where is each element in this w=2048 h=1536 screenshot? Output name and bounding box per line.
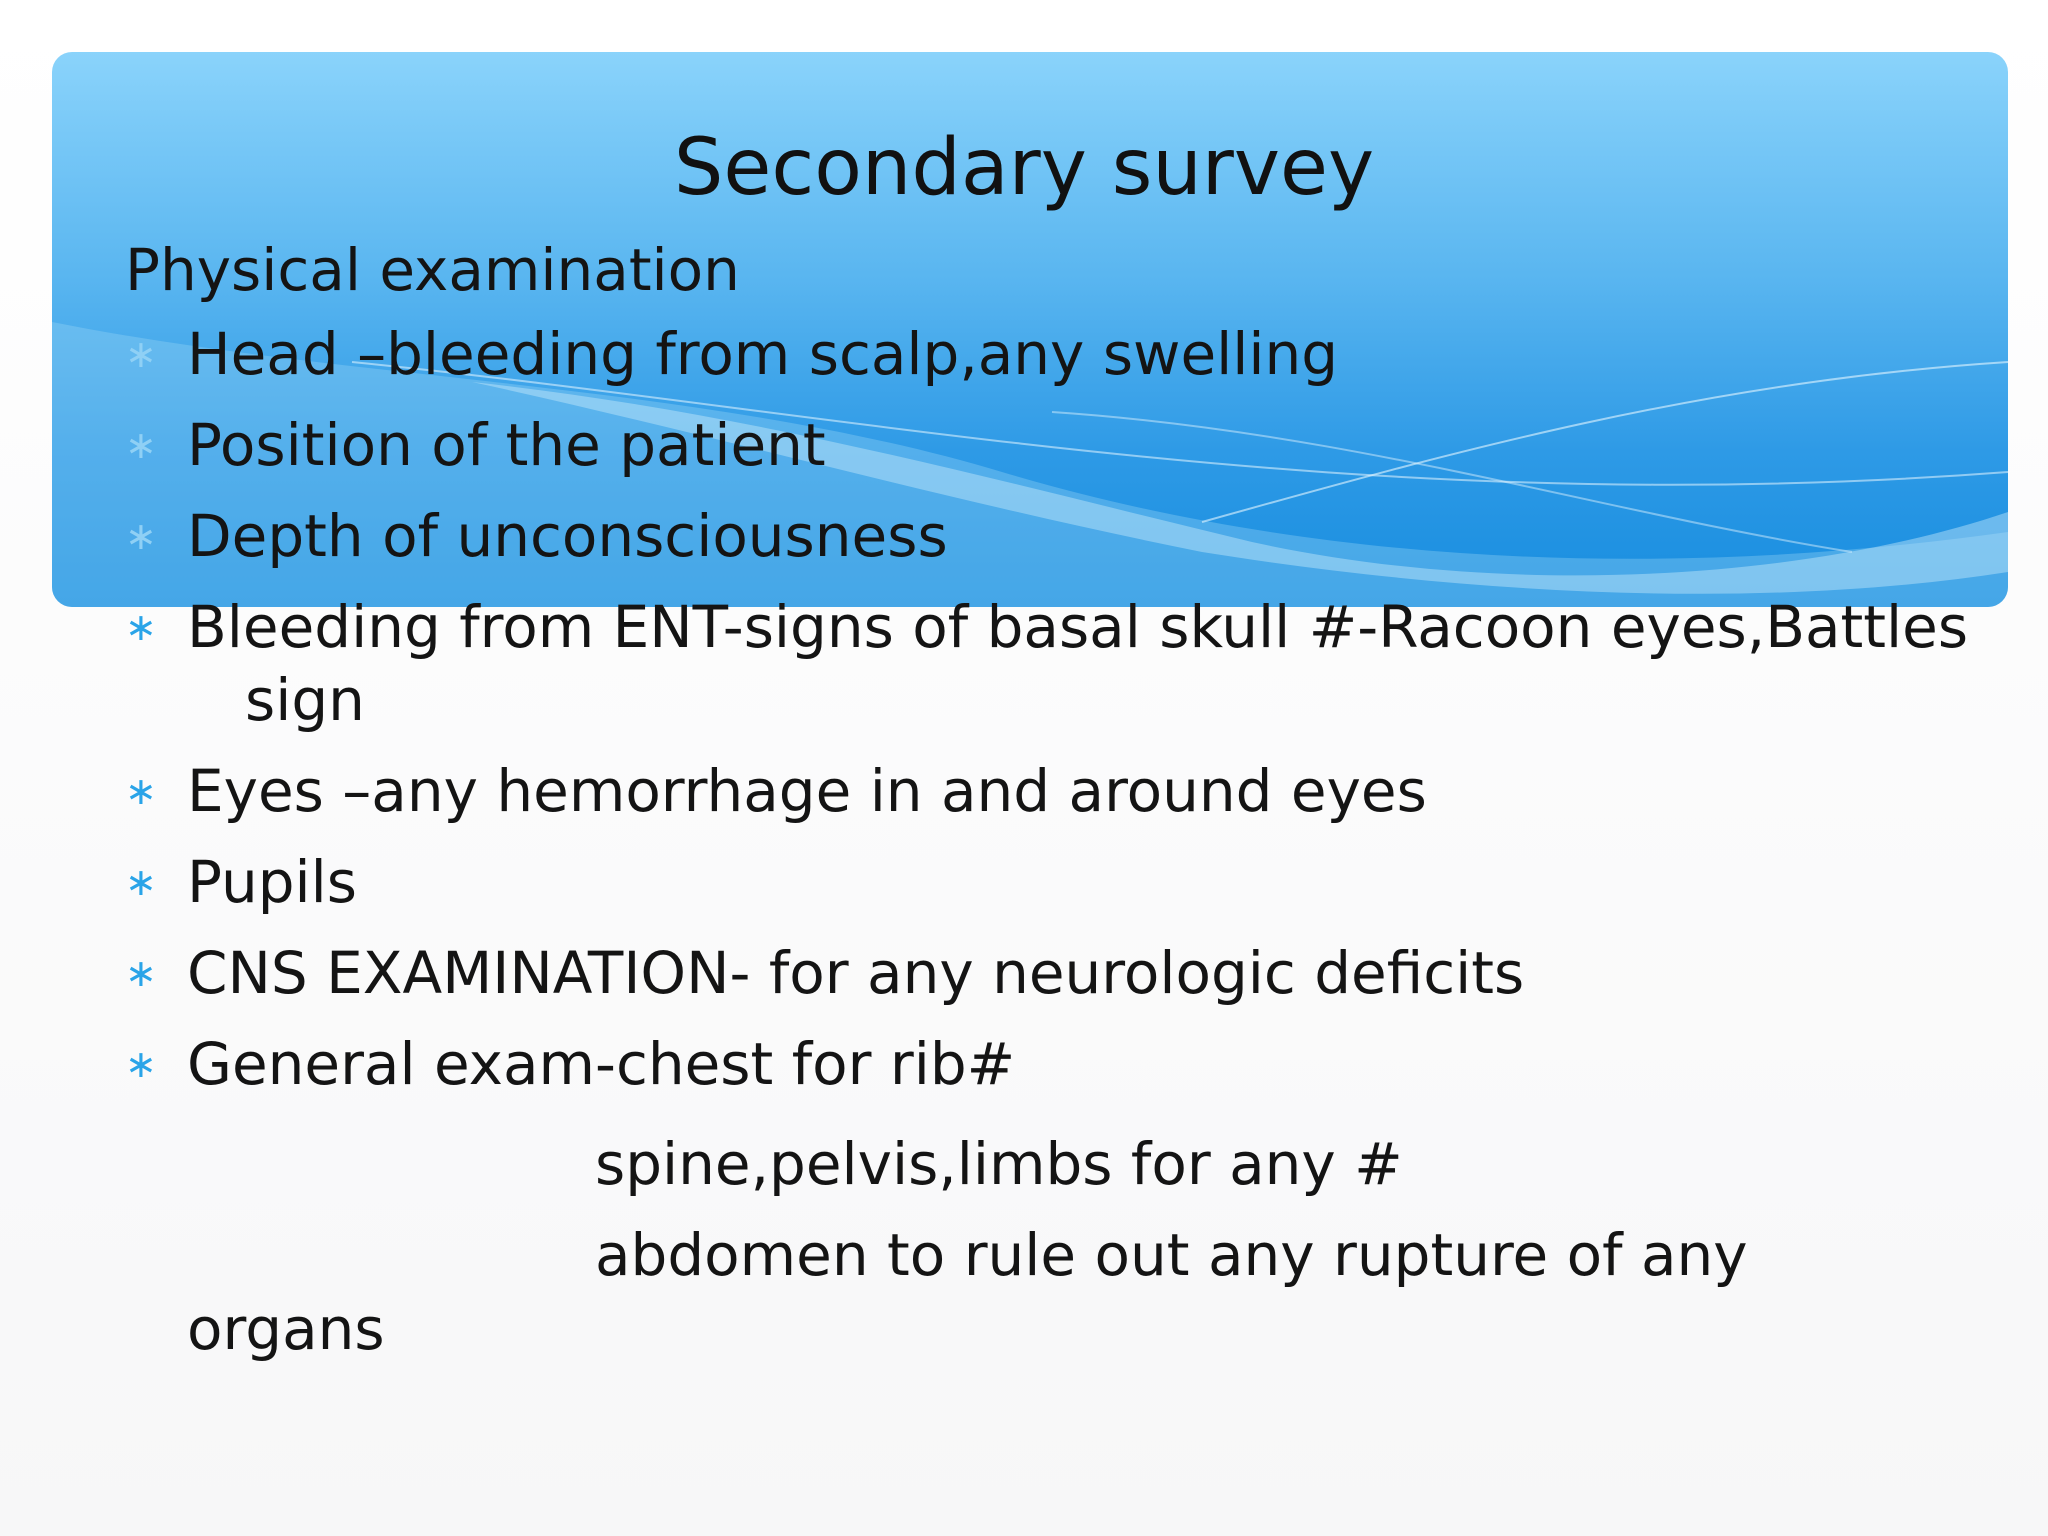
bullet-text: General exam-chest for rib# (187, 1030, 1016, 1098)
bullet-icon: ∗ (125, 1042, 157, 1086)
bullet-text: Eyes –any hemorrhage in and around eyes (187, 757, 1427, 825)
bullet-item-position (125, 409, 1985, 482)
bullet-continuation: sign (245, 666, 365, 734)
subline-spine: spine,pelvis,limbs for any # (595, 1130, 1403, 1198)
bullet-item-pupils (125, 846, 1985, 919)
bullet-item-general (125, 1028, 1985, 1101)
bullet-item-depth (125, 500, 1985, 573)
slide-title: Secondary survey (673, 123, 1375, 213)
bullet-icon: ∗ (125, 605, 157, 649)
subline-abdomen: abdomen to rule out any rupture of any (595, 1221, 1748, 1289)
intro-text: Physical examination (125, 236, 740, 304)
bullet-item-head (125, 318, 1985, 391)
bullet-icon: ∗ (125, 951, 157, 995)
bullet-text: Pupils (187, 848, 357, 916)
bullet-text: Head –bleeding from scalp,any swelling (187, 320, 1339, 388)
bullet-icon: ∗ (125, 769, 157, 813)
bullet-text: Position of the patient (187, 411, 826, 479)
bullet-item-cns (125, 937, 1985, 1010)
bullet-icon: ∗ (125, 332, 157, 376)
bullet-icon: ∗ (125, 860, 157, 904)
bullet-icon: ∗ (125, 423, 157, 467)
tail-text: organs (187, 1295, 385, 1363)
bullet-icon: ∗ (125, 514, 157, 558)
bullet-list (125, 318, 1985, 1119)
bullet-item-ent (125, 591, 1985, 737)
bullet-text: CNS EXAMINATION- for any neurologic deficits (187, 939, 1525, 1007)
bullet-item-eyes (125, 755, 1985, 828)
bullet-text: Bleeding from ENT-signs of basal skull #-Racoon eyes,Battles (187, 593, 1969, 661)
bullet-text: Depth of unconsciousness (187, 502, 948, 570)
